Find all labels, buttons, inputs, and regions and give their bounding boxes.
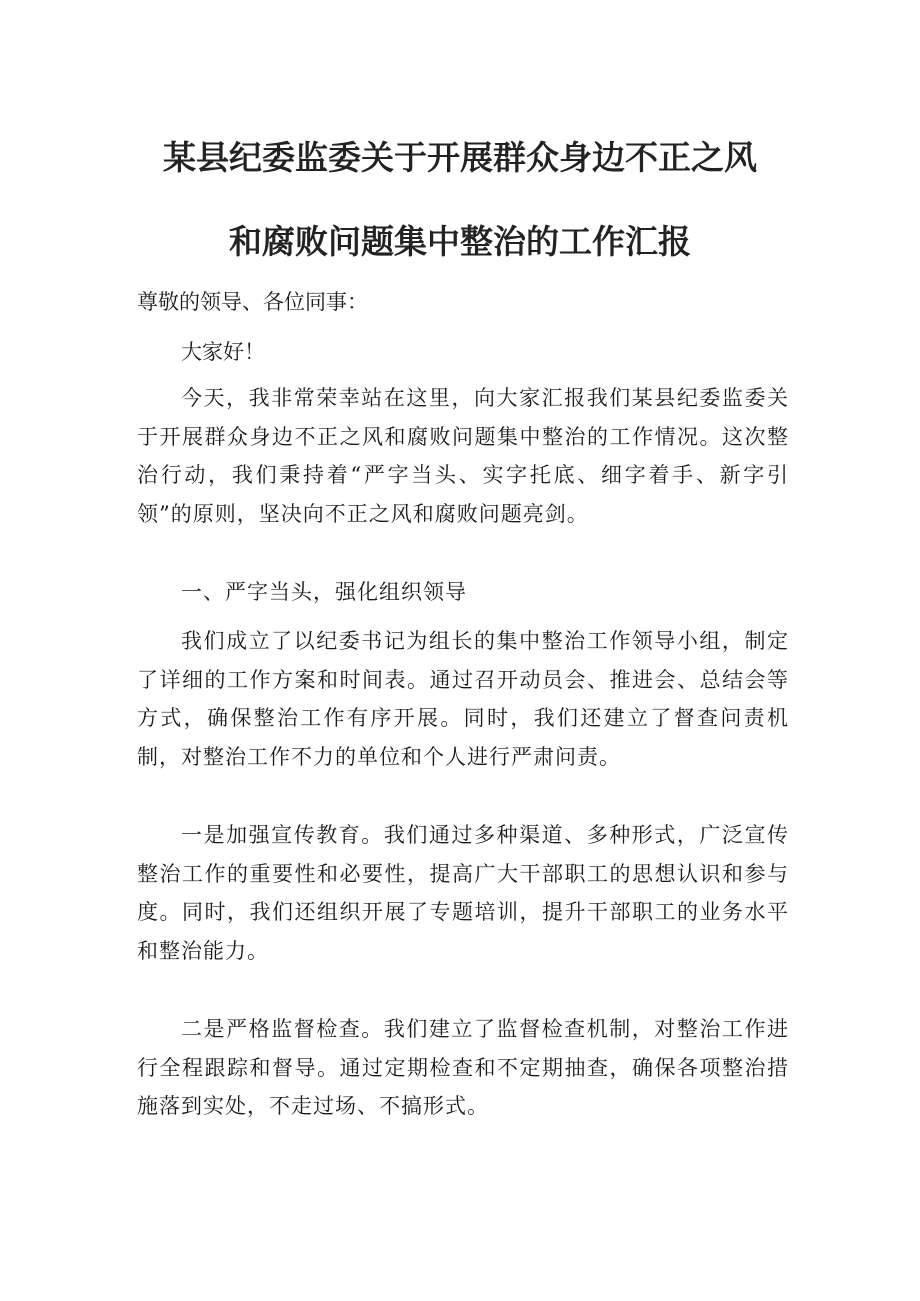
salutation: 尊敬的领导、各位同事： [137,290,368,314]
document-title-line-2: 和腐败问题集中整治的工作汇报 [229,222,691,261]
greeting: 大家好！ [181,340,265,364]
section-heading-1: 一、严字当头，强化组织领导 [181,580,467,604]
paragraph-publicity: 一是加强宣传教育。我们通过多种渠道、多种形式，广泛宣传整治工作的重要性和必要性，提高广大干部职工的思想认识和参与度。同时，我们还组织开展了专题培训，提升干部职工的业务水平和整治能力。 [137,823,789,963]
paragraph-intro: 今天，我非常荣幸站在这里，向大家汇报我们某县纪委监委关于开展群众身边不正之风和腐败问题集中整治的工作情况。这次整治行动，我们秉持着“严字当头、实字托底、细字着手、新字引领”的原则，坚决向不正之风和腐败问题亮剑。 [137,386,789,526]
paragraph-organization: 我们成立了以纪委书记为组长的集中整治工作领导小组，制定了详细的工作方案和时间表。通过召开动员会、推进会、总结会等方式，确保整治工作有序开展。同时，我们还建立了督查问责机制，对整治工作不力的单位和个人进行严肃问责。 [137,629,789,769]
document-title-line-1: 某县纪委监委关于开展群众身边不正之风 [163,138,757,177]
paragraph-supervision: 二是严格监督检查。我们建立了监督检查机制，对整治工作进行全程跟踪和督导。通过定期检查和不定期抽查，确保各项整治措施落到实处，不走过场、不搞形式。 [137,1017,789,1118]
